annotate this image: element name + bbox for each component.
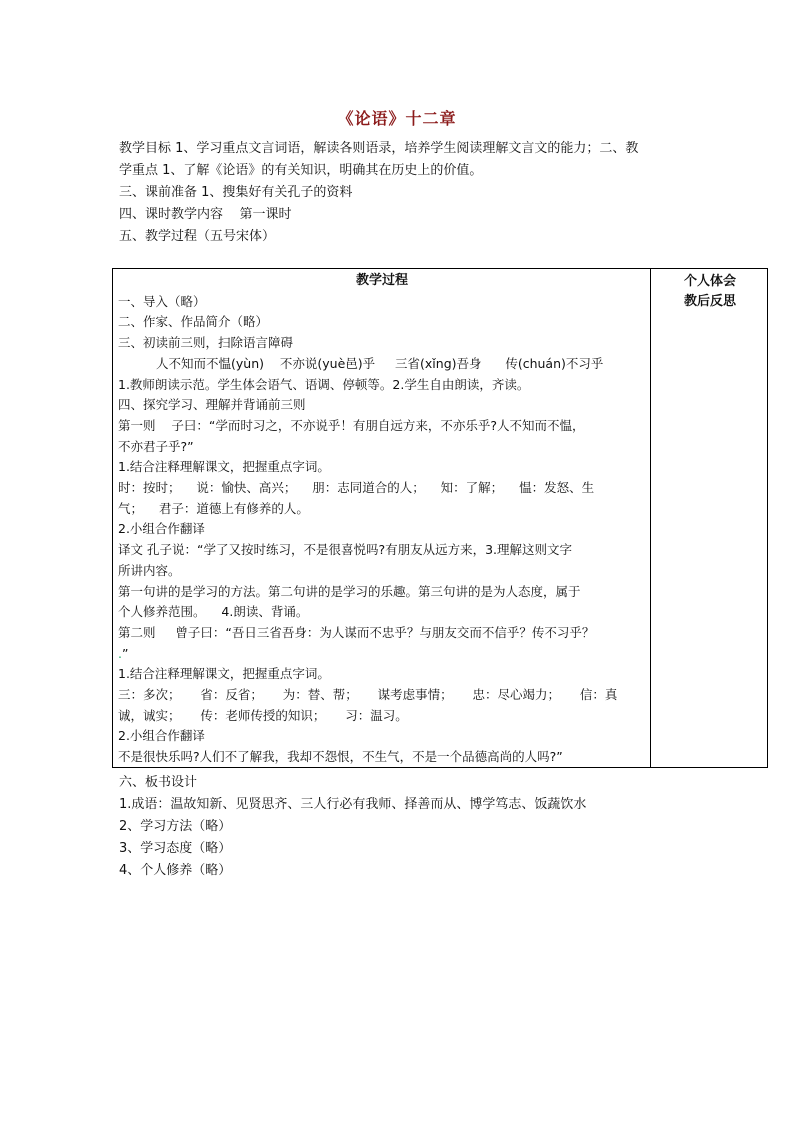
intro-line-lesson-content: 四、课时教学内容 第一课时 xyxy=(119,207,292,222)
table-line: 三、初读前三则，扫除语言障碍 xyxy=(118,335,294,351)
reflection-column xyxy=(650,269,769,767)
table-line: 诚，诚实； 传：老师传授的知识； 习：温习。 xyxy=(118,707,408,723)
table-header-process: 教学过程 xyxy=(355,273,408,288)
board-design-section xyxy=(119,772,719,882)
intro-line-preparation: 三、课前准备 1、搜集好有关孔子的资料 xyxy=(119,185,353,200)
table-header-personal: 个人体会 xyxy=(683,274,736,289)
intro-line-objectives: 教学目标 1、学习重点文言词语，解读各则语录，培养学生阅读理解文言文的能力；二、教 xyxy=(119,141,639,156)
board-design-line: 2、学习方法（略） xyxy=(119,819,232,834)
intro-section xyxy=(119,138,679,248)
table-line: 气； 君子：道德上有修养的人。 xyxy=(118,500,309,516)
table-line: 译文 孔子说：“学了又按时练习，不是很喜悦吗?有朋友从远方来，3.理解这则文字 xyxy=(118,542,573,558)
board-design-line: 3、学习态度（略） xyxy=(119,841,232,856)
table-line: 1.教师朗读示范。学生体会语气、语调、停顿等。2.学生自由朗读，齐读。 xyxy=(118,376,530,392)
table-line: 2.小组合作翻译 xyxy=(118,521,205,537)
board-design-heading: 六、板书设计 xyxy=(119,775,198,790)
table-line: 1.结合注释理解课文，把握重点字词。 xyxy=(118,666,330,682)
table-line: 第一则 子曰：“学而时习之，不亦说乎！有朋自远方来，不亦乐乎?人不知而不愠， xyxy=(118,417,585,433)
intro-line-process: 五、教学过程（五号宋体） xyxy=(119,229,276,244)
table-line: 第二则 曾子曰：“吾日三省吾身：为人谋而不忠乎？与朋友交而不信乎？传不习乎？ xyxy=(118,624,595,640)
table-line: 四、探究学习、理解并背诵前三则 xyxy=(118,397,306,413)
table-line: 不亦君子乎?” xyxy=(118,438,194,454)
table-line: 二、作家、作品简介（略） xyxy=(118,314,269,330)
table-line: 时：按时； 说：愉快、高兴； 朋：志同道合的人； 知：了解； 愠：发怒、生 xyxy=(118,480,595,496)
table-line: 第一句讲的是学习的方法。第二句讲的是学习的乐趣。第三句讲的是为人态度，属于 xyxy=(118,583,581,599)
marker-dot: . xyxy=(118,645,122,661)
table-line: 2.小组合作翻译 xyxy=(118,728,205,744)
table-line: 不是很快乐吗?人们不了解我，我却不怨恨，不生气，不是一个品德高尚的人吗?” xyxy=(118,749,563,765)
table-line: 个人修养范围。 4.朗读、背诵。 xyxy=(118,604,309,620)
intro-line-key-points: 学重点 1、了解《论语》的有关知识，明确其在历史上的价值。 xyxy=(119,163,483,178)
table-line: 所讲内容。 xyxy=(118,562,181,578)
board-design-line: 1.成语：温故知新、见贤思齐、三人行必有我师、择善而从、博学笃志、饭蔬饮水 xyxy=(119,797,587,812)
table-line: 三：多次； 省：反省； 为：替、帮； 谋考虑事情； 忠：尽心竭力； 信：真 xyxy=(118,687,618,703)
page-title: 《论语》十二章 xyxy=(337,109,457,128)
table-line-quote-end: ” xyxy=(121,645,129,661)
table-line: 人不知而不愠(yùn) 不亦说(yuè邑)乎 三省(xǐng)吾身 传(chuán)不习乎 xyxy=(156,355,604,371)
board-design-line: 4、个人修养（略） xyxy=(119,863,232,878)
lesson-table xyxy=(112,268,768,768)
table-header-reflection: 教后反思 xyxy=(683,294,736,309)
table-line xyxy=(118,644,646,665)
lesson-process-column xyxy=(118,271,646,768)
table-line: 1.结合注释理解课文，把握重点字词。 xyxy=(118,459,330,475)
table-line: 一、导入（略） xyxy=(118,293,206,309)
